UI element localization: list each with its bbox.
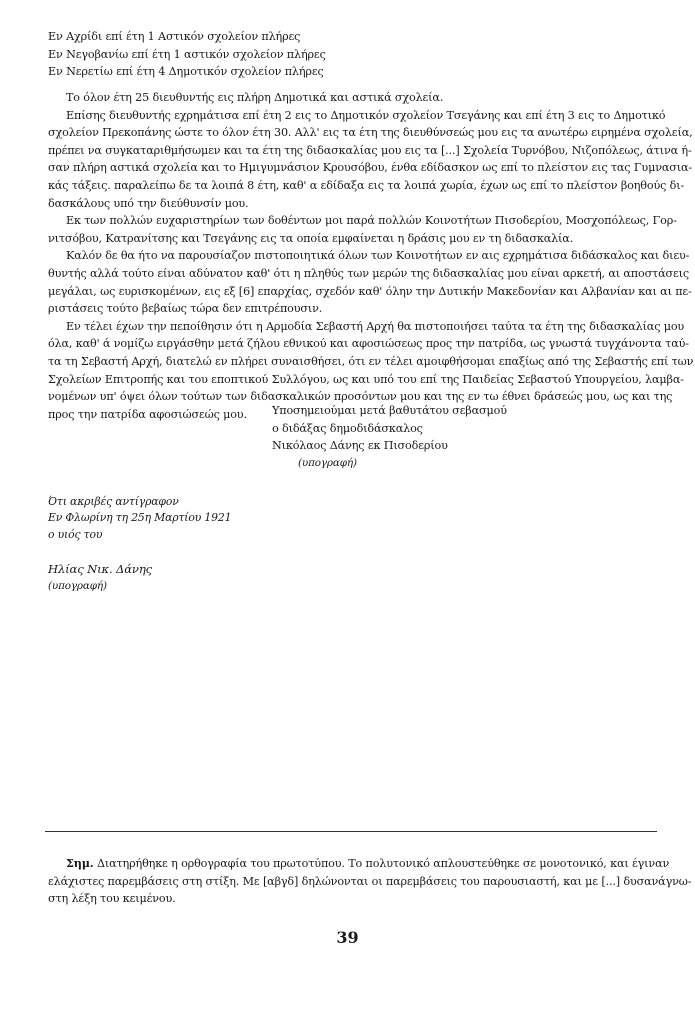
note-line-1-text: Διατηρήθηκε η ορθογραφία του πρωτοτύπου. Το πολυτονικό απλουστεύθηκε σε μονοτονικό, και έγιναν: [96, 857, 670, 870]
body-line: Το όλον έτη 25 διευθυντής εις πλήρη Δημοτικά και αστικά σχολεία.: [66, 91, 444, 104]
signature-name: Νικόλαος Δάνης εκ Πισοδερίου: [272, 439, 448, 453]
body-line: νιτσόβου, Κατρανίτσης και Τσεγάνης εις τα οποία εμφαίνεται η δράσις μου εν τη διδασκαλία.: [48, 231, 574, 245]
body-line: Καλόν δε θα ήτο να παρουσίαζον πιστοποιητικά όλων των Κοινοτήτων εν αις εχρημάτισα διδάσκαλος και διευ-: [66, 249, 690, 263]
body-line: σχολείον Πρεκοπάνης ώστε το όλον έτη 30. Αλλ' εις τα έτη της διευθύνσεώς μου εις τα ανωτέρω ειρημένα σχολεία,: [48, 126, 693, 140]
editorial-note: [48, 855, 692, 908]
certified-copy-name: Ηλίας Νικ. Δάνης: [48, 562, 152, 577]
body-line: Επίσης διευθυντής εχρημάτισα επί έτη 2 εις το Δημοτικόν σχολείον Τσεγάνης και επί έτη 3 εις το Δημοτικό: [66, 108, 666, 122]
note-line: [48, 855, 670, 873]
body-line: δασκάλους υπό την διεύθυνσίν μου.: [48, 196, 249, 210]
signature-block: [272, 402, 507, 472]
body-line: θυντής αλλά τούτο είναι αδύνατον καθ' ότι η πληθύς των μερών της διδασκαλίας μου είναι αρκετή, αι αποστάσεις: [48, 266, 689, 280]
certified-copy-signature-note: (υπογραφή): [48, 579, 107, 592]
schools-list-item: Εν Νερετίω επί έτη 4 Δημοτικόν σχολείον πλήρες: [48, 65, 324, 79]
letter-body: [48, 89, 694, 423]
body-line: κάς τάξεις. παραλείπω δε τα λοιπά 8 έτη, καθ' α εδίδαξα εις τα λοιπά χωρία, έχων ως επί το πλείστον βοηθούς δι-: [48, 178, 685, 192]
note-line: στη λέξη του κειμένου.: [48, 892, 176, 906]
certified-copy-relation: ο υιός του: [48, 527, 103, 541]
body-line: μεγάλαι, ως ευρισκομένων, εις εξ [6] επαρχίας, σχεδόν καθ' όλην την Δυτικήν Μακεδονίαν και Αλβανίαν και αι πε-: [48, 284, 692, 298]
body-line: πρέπει να συγκαταριθμήσωμεν και τα έτη της διδασκαλίας μου εις τα [...] Σχολεία Τυρνόβου, Νιζοπόλεως, άτινα ή-: [48, 143, 692, 157]
note-label: Σημ.: [66, 856, 94, 870]
page-number: 39: [336, 928, 359, 947]
certified-copy-line: Ότι ακριβές αντίγραφον: [48, 495, 179, 508]
note-line: ελάχιστες παρεμβάσεις στη στίξη. Με [αβγδ] δηλώνονται οι παρεμβάσεις του παρουσιαστή, και με [...] δυσανάγνω-: [48, 874, 692, 888]
signature-role: ο διδάξας δημοδιδάσκαλος: [272, 421, 423, 435]
signature-note: (υπογραφή): [298, 456, 357, 469]
body-line: τα τη Σεβαστή Αρχή, διατελώ εν πλήρει συναισθήσει, ότι εν τέλει αμοιφθήσομαι επαξίως από της Σεβαστής επί των: [48, 354, 694, 368]
signature-closing: Υποσημειούμαι μετά βαθυτάτου σεβασμού: [272, 404, 507, 417]
certified-copy-date: Εν Φλωρίνη τη 25η Μαρτίου 1921: [48, 511, 232, 525]
body-line: νομένων υπ' όψει όλων τούτων των διδασκαλικών προσόντων μου και της εν τω έθνει δράσεώς μου, ως και της: [48, 390, 673, 404]
schools-list-item: Εν Νεγοβανίω επί έτη 1 αστικόν σχολείον πλήρες: [48, 47, 326, 61]
footnote-divider: [45, 831, 657, 832]
body-line: Σχολείων Επιτροπής και του εποπτικού Συλλόγου, ως και υπό του επί της Παιδείας Σεβαστού Υπουργείου, λαμβα-: [48, 372, 684, 386]
body-line: ριστάσεις τούτο βεβαίως τώρα δεν επιτρέπουσιν.: [48, 302, 323, 316]
schools-list-item: Εν Αχρίδι επί έτη 1 Αστικόν σχολείον πλήρες: [48, 30, 301, 43]
body-line: σαν πλήρη αστικά σχολεία και το Ημιγυμνάσιον Κρουσόβου, ένθα εδίδασκον ως επί το πλείστον εις τας Γυμνασια-: [48, 161, 693, 175]
body-line: όλα, καθ' ά νομίζω ειργάσθην μετά ζήλου εθνικού και αφοσιώσεως προς την πατρίδα, ως γνωστά τυγχάνοντα ταύ-: [48, 337, 689, 351]
body-line: προς την πατρίδα αφοσιώσεώς μου.: [48, 407, 247, 421]
body-line: Εν τέλει έχων την πεποίθησιν ότι η Αρμοδία Σεβαστή Αρχή θα πιστοποιήσει ταύτα τα έτη της διδασκαλίας μου: [66, 319, 685, 333]
body-line: Εκ των πολλών ευχαριστηρίων των δοθέντων μοι παρά πολλών Κοινοτήτων Πισοδερίου, Μοσχοπόλεως, Γορ-: [66, 214, 677, 228]
certified-copy-block: [48, 494, 231, 594]
schools-list: [48, 28, 326, 81]
